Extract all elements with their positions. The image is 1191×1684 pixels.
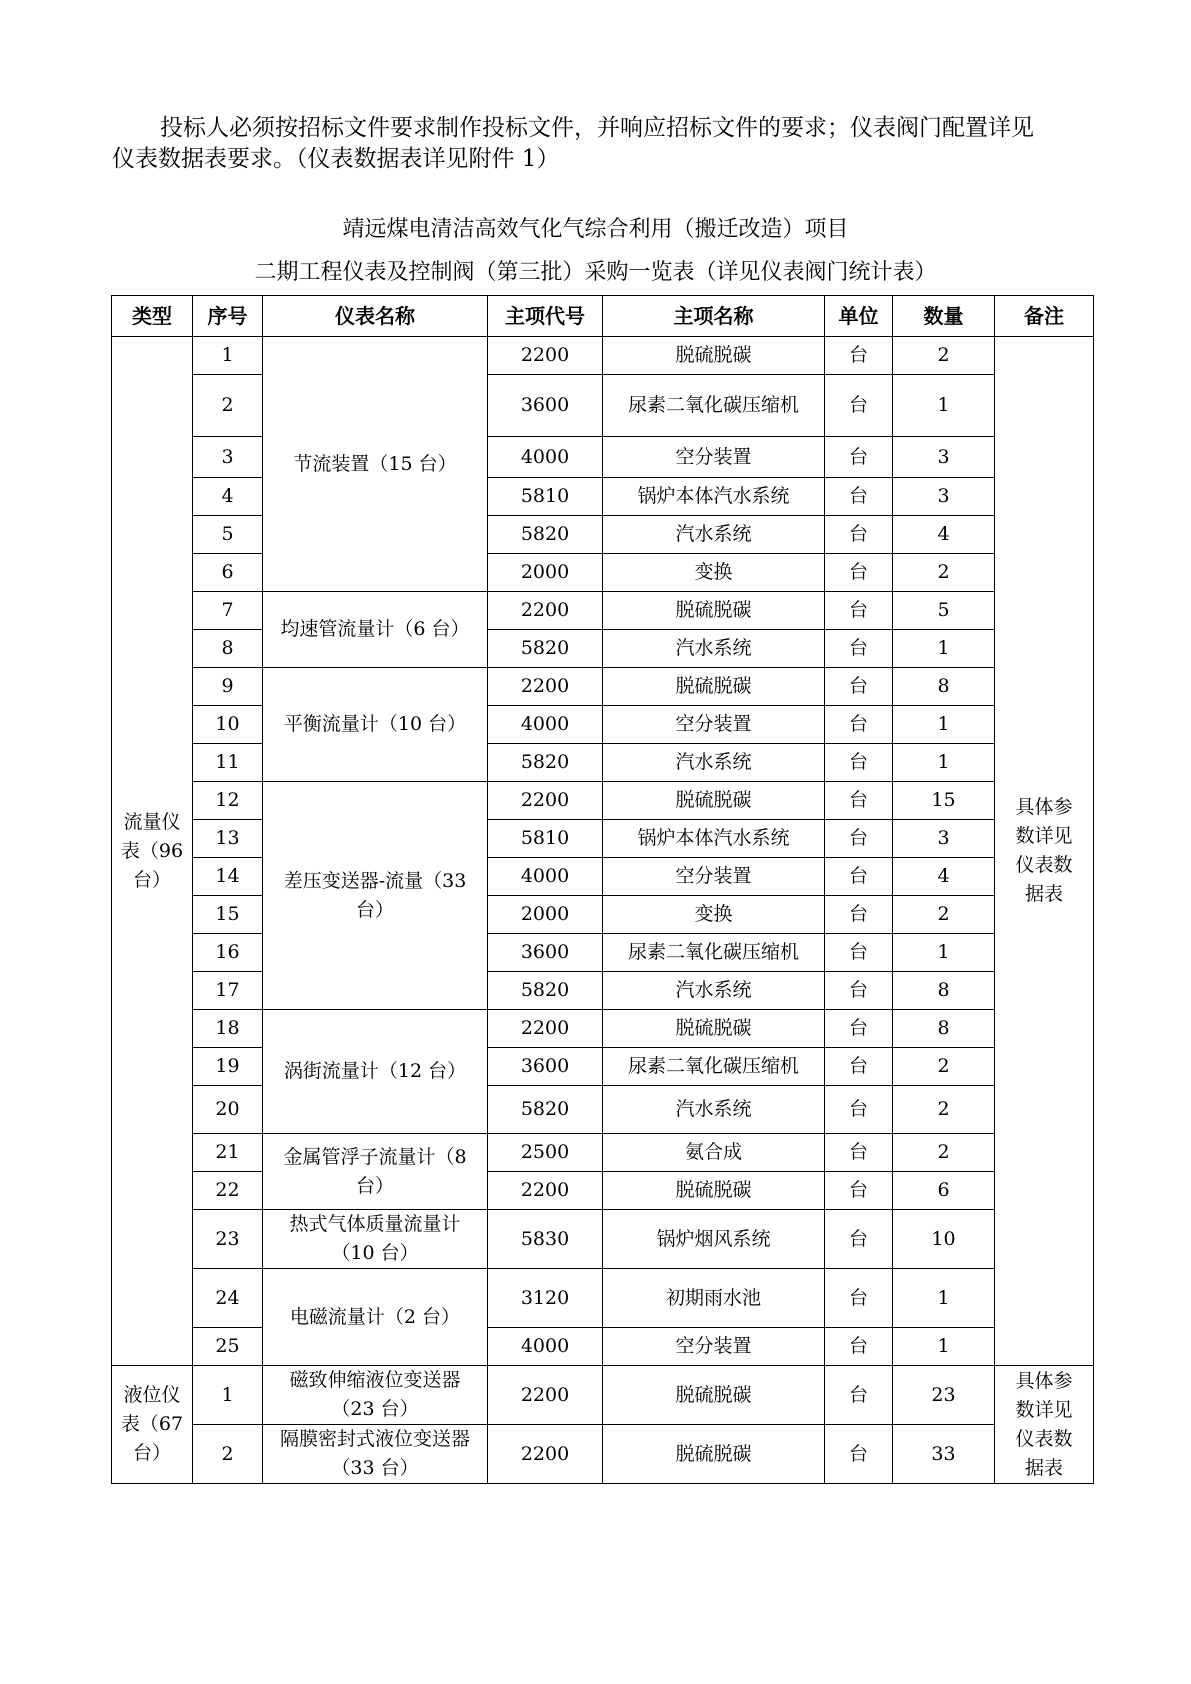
- table-title-line-1: 靖远煤电清洁高效气化气综合利用（搬迁改造）项目: [342, 217, 849, 242]
- code-cell: 4000: [488, 1328, 603, 1366]
- procurement-table: [111, 295, 1094, 1484]
- seq-cell: 6: [193, 554, 263, 592]
- item-cell: 尿素二氧化碳压缩机: [603, 934, 825, 972]
- qty-cell: 3: [893, 820, 995, 858]
- seq-cell: 7: [193, 592, 263, 630]
- qty-cell: 4: [893, 516, 995, 554]
- item-cell: 锅炉本体汽水系统: [603, 820, 825, 858]
- table-title-line-2: 二期工程仪表及控制阀（第三批）采购一览表（详见仪表阀门统计表）: [254, 260, 937, 285]
- item-cell: 脱硫脱碳: [603, 1425, 825, 1484]
- item-cell: 脱硫脱碳: [603, 592, 825, 630]
- instrument-name-cell: 金属管浮子流量计（8 台）: [263, 1134, 488, 1210]
- qty-cell: 8: [893, 972, 995, 1010]
- note-cell: 具体参数详见仪表数据表: [995, 337, 1094, 1366]
- code-cell: 3600: [488, 1048, 603, 1086]
- table-row: [112, 516, 1094, 554]
- seq-cell: 4: [193, 478, 263, 516]
- unit-cell: 台: [825, 972, 893, 1010]
- instrument-name-cell: 隔膜密封式液位变送器（33 台）: [263, 1425, 488, 1484]
- item-cell: 变换: [603, 896, 825, 934]
- table-row: [112, 630, 1094, 668]
- code-cell: 2200: [488, 1366, 603, 1425]
- item-cell: 脱硫脱碳: [603, 1172, 825, 1210]
- seq-cell: 2: [193, 375, 263, 437]
- qty-cell: 1: [893, 375, 995, 437]
- table-row: [112, 437, 1094, 478]
- seq-cell: 18: [193, 1010, 263, 1048]
- seq-cell: 8: [193, 630, 263, 668]
- instrument-name-cell: 差压变送器-流量（33 台）: [263, 782, 488, 1010]
- code-cell: 2200: [488, 1425, 603, 1484]
- note-cell: 具体参数详见仪表数据表: [995, 1366, 1094, 1484]
- header-item: 主项名称: [603, 296, 825, 337]
- unit-cell: 台: [825, 668, 893, 706]
- qty-cell: 1: [893, 1269, 995, 1328]
- table-row: [112, 972, 1094, 1010]
- unit-cell: 台: [825, 516, 893, 554]
- item-cell: 汽水系统: [603, 630, 825, 668]
- unit-cell: 台: [825, 375, 893, 437]
- table-row: [112, 896, 1094, 934]
- code-cell: 4000: [488, 858, 603, 896]
- item-cell: 脱硫脱碳: [603, 782, 825, 820]
- table-row: [112, 592, 1094, 630]
- seq-cell: 14: [193, 858, 263, 896]
- unit-cell: 台: [825, 1086, 893, 1134]
- table-row: [112, 1425, 1094, 1484]
- header-code: 主项代号: [488, 296, 603, 337]
- code-cell: 3600: [488, 934, 603, 972]
- instrument-name-cell: 涡街流量计（12 台）: [263, 1010, 488, 1134]
- table-row: [112, 820, 1094, 858]
- code-cell: 2200: [488, 1172, 603, 1210]
- seq-cell: 11: [193, 744, 263, 782]
- qty-cell: 1: [893, 1328, 995, 1366]
- qty-cell: 5: [893, 592, 995, 630]
- header-note: 备注: [995, 296, 1094, 337]
- code-cell: 5820: [488, 516, 603, 554]
- item-cell: 脱硫脱碳: [603, 1010, 825, 1048]
- table-row: [112, 1366, 1094, 1425]
- code-cell: 5810: [488, 820, 603, 858]
- seq-cell: 1: [193, 337, 263, 375]
- unit-cell: 台: [825, 782, 893, 820]
- item-cell: 变换: [603, 554, 825, 592]
- intro-paragraph: [112, 113, 1092, 175]
- intro-line-2: 仪表数据表要求。（仪表数据表详见附件 1）: [112, 146, 560, 172]
- item-cell: 汽水系统: [603, 516, 825, 554]
- unit-cell: 台: [825, 1010, 893, 1048]
- qty-cell: 1: [893, 630, 995, 668]
- header-qty: 数量: [893, 296, 995, 337]
- seq-cell: 25: [193, 1328, 263, 1366]
- seq-cell: 20: [193, 1086, 263, 1134]
- item-cell: 空分装置: [603, 706, 825, 744]
- item-cell: 脱硫脱碳: [603, 1366, 825, 1425]
- item-cell: 锅炉本体汽水系统: [603, 478, 825, 516]
- instrument-name-cell: 平衡流量计（10 台）: [263, 668, 488, 782]
- table-row: [112, 668, 1094, 706]
- seq-cell: 22: [193, 1172, 263, 1210]
- table-row: [112, 1269, 1094, 1328]
- item-cell: 尿素二氧化碳压缩机: [603, 1048, 825, 1086]
- qty-cell: 2: [893, 1134, 995, 1172]
- code-cell: 2200: [488, 668, 603, 706]
- code-cell: 5820: [488, 972, 603, 1010]
- item-cell: 汽水系统: [603, 1086, 825, 1134]
- qty-cell: 4: [893, 858, 995, 896]
- item-cell: 汽水系统: [603, 972, 825, 1010]
- code-cell: 5820: [488, 744, 603, 782]
- qty-cell: 2: [893, 554, 995, 592]
- seq-cell: 9: [193, 668, 263, 706]
- code-cell: 3120: [488, 1269, 603, 1328]
- qty-cell: 23: [893, 1366, 995, 1425]
- unit-cell: 台: [825, 1425, 893, 1484]
- category-cell: 流量仪表（96台）: [112, 337, 193, 1366]
- qty-cell: 2: [893, 1086, 995, 1134]
- table-row: [112, 1172, 1094, 1210]
- qty-cell: 1: [893, 706, 995, 744]
- seq-cell: 23: [193, 1210, 263, 1269]
- code-cell: 5820: [488, 1086, 603, 1134]
- unit-cell: 台: [825, 1269, 893, 1328]
- unit-cell: 台: [825, 820, 893, 858]
- seq-cell: 16: [193, 934, 263, 972]
- item-cell: 锅炉烟风系统: [603, 1210, 825, 1269]
- unit-cell: 台: [825, 437, 893, 478]
- table-row: [112, 1134, 1094, 1172]
- header-unit: 单位: [825, 296, 893, 337]
- code-cell: 2000: [488, 554, 603, 592]
- table-row: [112, 858, 1094, 896]
- category-cell: 液位仪表（67台）: [112, 1366, 193, 1484]
- table-row: [112, 782, 1094, 820]
- code-cell: 4000: [488, 437, 603, 478]
- unit-cell: 台: [825, 337, 893, 375]
- table-row: [112, 934, 1094, 972]
- item-cell: 汽水系统: [603, 744, 825, 782]
- table-row: [112, 744, 1094, 782]
- table-row: [112, 1048, 1094, 1086]
- qty-cell: 10: [893, 1210, 995, 1269]
- qty-cell: 6: [893, 1172, 995, 1210]
- qty-cell: 15: [893, 782, 995, 820]
- item-cell: 空分装置: [603, 1328, 825, 1366]
- qty-cell: 8: [893, 1010, 995, 1048]
- intro-line-1: 投标人必须按招标文件要求制作投标文件，并响应招标文件的要求；仪表阀门配置详见: [160, 115, 1034, 141]
- instrument-name-cell: 热式气体质量流量计（10 台）: [263, 1210, 488, 1269]
- seq-cell: 12: [193, 782, 263, 820]
- qty-cell: 2: [893, 896, 995, 934]
- code-cell: 3600: [488, 375, 603, 437]
- qty-cell: 33: [893, 1425, 995, 1484]
- item-cell: 初期雨水池: [603, 1269, 825, 1328]
- unit-cell: 台: [825, 554, 893, 592]
- code-cell: 2000: [488, 896, 603, 934]
- unit-cell: 台: [825, 1172, 893, 1210]
- code-cell: 4000: [488, 706, 603, 744]
- unit-cell: 台: [825, 1328, 893, 1366]
- unit-cell: 台: [825, 1134, 893, 1172]
- unit-cell: 台: [825, 478, 893, 516]
- seq-cell: 17: [193, 972, 263, 1010]
- table-row: [112, 1210, 1094, 1269]
- code-cell: 5820: [488, 630, 603, 668]
- unit-cell: 台: [825, 744, 893, 782]
- qty-cell: 2: [893, 1048, 995, 1086]
- table-row: [112, 706, 1094, 744]
- unit-cell: 台: [825, 1048, 893, 1086]
- qty-cell: 3: [893, 478, 995, 516]
- qty-cell: 1: [893, 744, 995, 782]
- item-cell: 脱硫脱碳: [603, 668, 825, 706]
- seq-cell: 21: [193, 1134, 263, 1172]
- seq-cell: 3: [193, 437, 263, 478]
- table-row: [112, 1328, 1094, 1366]
- code-cell: 2500: [488, 1134, 603, 1172]
- item-cell: 尿素二氧化碳压缩机: [603, 375, 825, 437]
- instrument-name-cell: 节流装置（15 台）: [263, 337, 488, 592]
- seq-cell: 5: [193, 516, 263, 554]
- seq-cell: 15: [193, 896, 263, 934]
- unit-cell: 台: [825, 934, 893, 972]
- seq-cell: 1: [193, 1366, 263, 1425]
- code-cell: 2200: [488, 337, 603, 375]
- table-row: [112, 478, 1094, 516]
- unit-cell: 台: [825, 1210, 893, 1269]
- code-cell: 5830: [488, 1210, 603, 1269]
- instrument-name-cell: 均速管流量计（6 台）: [263, 592, 488, 668]
- table-row: [112, 1010, 1094, 1048]
- unit-cell: 台: [825, 706, 893, 744]
- qty-cell: 3: [893, 437, 995, 478]
- table-row: [112, 554, 1094, 592]
- qty-cell: 2: [893, 337, 995, 375]
- header-name: 仪表名称: [263, 296, 488, 337]
- table-row: [112, 1086, 1094, 1134]
- unit-cell: 台: [825, 858, 893, 896]
- code-cell: 2200: [488, 592, 603, 630]
- item-cell: 氨合成: [603, 1134, 825, 1172]
- item-cell: 脱硫脱碳: [603, 337, 825, 375]
- table-row: [112, 375, 1094, 437]
- table-row: [112, 337, 1094, 375]
- code-cell: 5810: [488, 478, 603, 516]
- unit-cell: 台: [825, 896, 893, 934]
- unit-cell: 台: [825, 630, 893, 668]
- seq-cell: 10: [193, 706, 263, 744]
- code-cell: 2200: [488, 782, 603, 820]
- header-row: [112, 296, 1094, 337]
- seq-cell: 24: [193, 1269, 263, 1328]
- header-type: 类型: [112, 296, 193, 337]
- qty-cell: 1: [893, 934, 995, 972]
- item-cell: 空分装置: [603, 437, 825, 478]
- table-body: [112, 337, 1094, 1484]
- code-cell: 2200: [488, 1010, 603, 1048]
- header-seq: 序号: [193, 296, 263, 337]
- seq-cell: 19: [193, 1048, 263, 1086]
- qty-cell: 8: [893, 668, 995, 706]
- instrument-name-cell: 磁致伸缩液位变送器（23 台）: [263, 1366, 488, 1425]
- seq-cell: 13: [193, 820, 263, 858]
- item-cell: 空分装置: [603, 858, 825, 896]
- unit-cell: 台: [825, 1366, 893, 1425]
- instrument-name-cell: 电磁流量计（2 台）: [263, 1269, 488, 1366]
- unit-cell: 台: [825, 592, 893, 630]
- seq-cell: 2: [193, 1425, 263, 1484]
